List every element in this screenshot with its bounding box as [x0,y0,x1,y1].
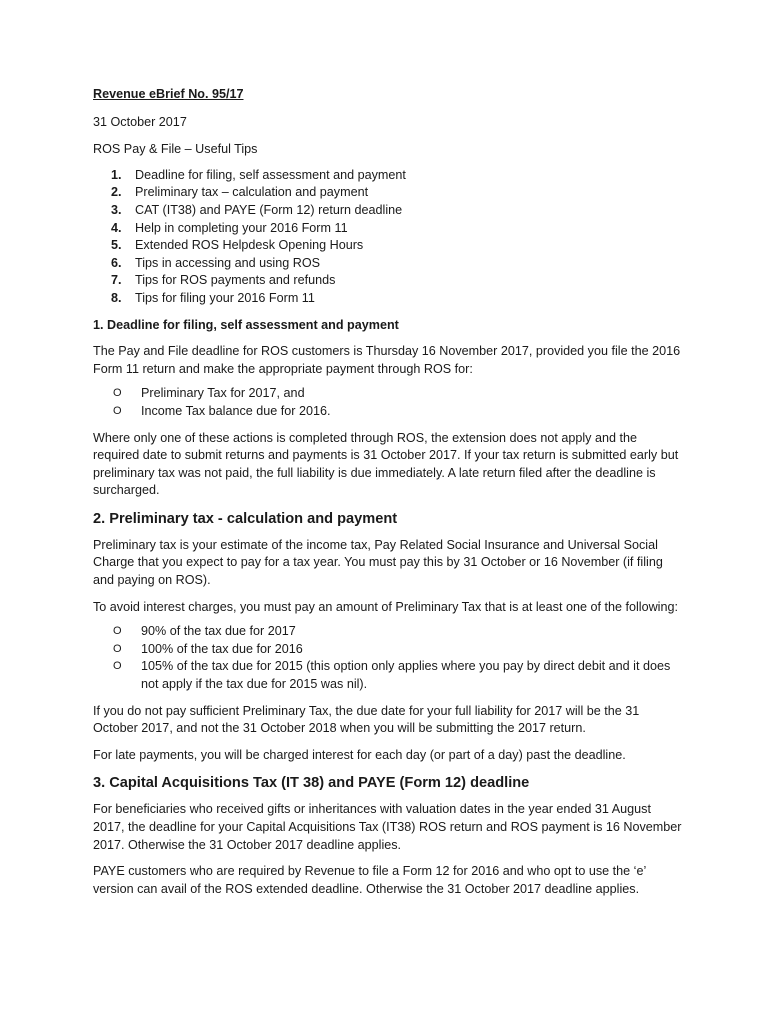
list-item [93,403,683,421]
toc-number: 5. [111,238,122,253]
list-item [93,641,683,659]
toc-text: Deadline for filing, self assessment and payment [135,167,406,182]
table-of-contents [93,167,683,308]
toc-item [93,237,683,255]
toc-number: 3. [111,202,122,217]
section-3-paragraph-1: For beneficiaries who received gifts or inheritances with valuation dates in the year ended 31 August 2017, the deadline for your Capital Acquisitions Tax (IT38) ROS return and ROS payment is 16 November 2017. Otherwise the 31 October 2017 deadline applies. [93,802,682,852]
toc-item [93,255,683,273]
document-title: Revenue eBrief No. 95/17 [93,87,244,101]
list-item-text: 105% of the tax due for 2015 (this option only applies where you pay by direct debit and it does not apply if the tax due for 2015 was nil). [141,659,671,692]
circle-bullet-icon: O [113,404,122,417]
list-item [93,385,683,403]
toc-number: 7. [111,273,122,288]
list-item-text: 100% of the tax due for 2016 [141,641,303,656]
toc-text: Tips for filing your 2016 Form 11 [135,290,315,305]
section-2-bullet-list [93,623,683,693]
list-item-text: Income Tax balance due for 2016. [141,403,331,418]
toc-item [93,272,683,290]
circle-bullet-icon: O [113,625,122,638]
toc-number: 4. [111,220,122,235]
section-1-heading: 1. Deadline for filing, self assessment and payment [93,317,399,332]
document-date: 31 October 2017 [93,114,187,129]
toc-number: 1. [111,167,122,182]
toc-text: Help in completing your 2016 Form 11 [135,220,348,235]
toc-text: Tips in accessing and using ROS [135,255,321,270]
list-item-text: 90% of the tax due for 2017 [141,624,296,639]
toc-text: Extended ROS Helpdesk Opening Hours [135,238,364,253]
toc-text: CAT (IT38) and PAYE (Form 12) return deadline [135,202,403,217]
circle-bullet-icon: O [113,387,122,400]
list-item [93,658,683,693]
toc-item [93,290,683,308]
section-2-heading: 2. Preliminary tax - calculation and payment [93,510,398,527]
circle-bullet-icon: O [113,660,122,673]
list-item [93,623,683,641]
section-2-paragraph-4: For late payments, you will be charged interest for each day (or part of a day) past the deadline. [93,747,626,762]
toc-item [93,220,683,238]
toc-item [93,184,683,202]
section-3-paragraph-2: PAYE customers who are required by Revenue to file a Form 12 for 2016 and who opt to use the ‘e’ version can avail of the ROS extended deadline. Otherwise the 31 October 2017 deadline applies. [93,864,646,896]
toc-item [93,167,683,185]
document-subtitle: ROS Pay & File – Useful Tips [93,142,258,157]
section-1-bullet-list [93,385,683,420]
section-2-paragraph-2: To avoid interest charges, you must pay an amount of Preliminary Tax that is at least one of the following: [93,599,678,614]
toc-number: 6. [111,255,122,270]
section-2-paragraph-3: If you do not pay sufficient Preliminary Tax, the due date for your full liability for 2017 will be the 31 October 2017, and not the 31 October 2018 when you will be submitting the 2017 return. [93,703,640,736]
section-1-paragraph-2: Where only one of these actions is completed through ROS, the extension does not apply and the required date to submit returns and payments is 31 October 2017. If your tax return is submitted early but preliminary tax was not paid, the full liability is due immediately. A late return filed after the deadline is surcharged. [93,430,679,498]
section-3-heading: 3. Capital Acquisitions Tax (IT 38) and PAYE (Form 12) deadline [93,775,530,792]
list-item-text: Preliminary Tax for 2017, and [141,386,305,401]
toc-item [93,202,683,220]
section-2-paragraph-1: Preliminary tax is your estimate of the income tax, Pay Related Social Insurance and Universal Social Charge that you expect to pay for a tax year. You must pay this by 31 October or 16 November (if filing and paying on ROS). [93,537,663,588]
toc-text: Preliminary tax – calculation and payment [135,185,369,200]
document-page [93,86,683,898]
section-1-paragraph-1: The Pay and File deadline for ROS customers is Thursday 16 November 2017, provided you file the 2016 Form 11 return and make the appropriate payment through ROS for: [93,344,681,376]
toc-text: Tips for ROS payments and refunds [135,273,336,288]
toc-number: 2. [111,185,122,200]
toc-number: 8. [111,290,122,305]
circle-bullet-icon: O [113,642,122,655]
